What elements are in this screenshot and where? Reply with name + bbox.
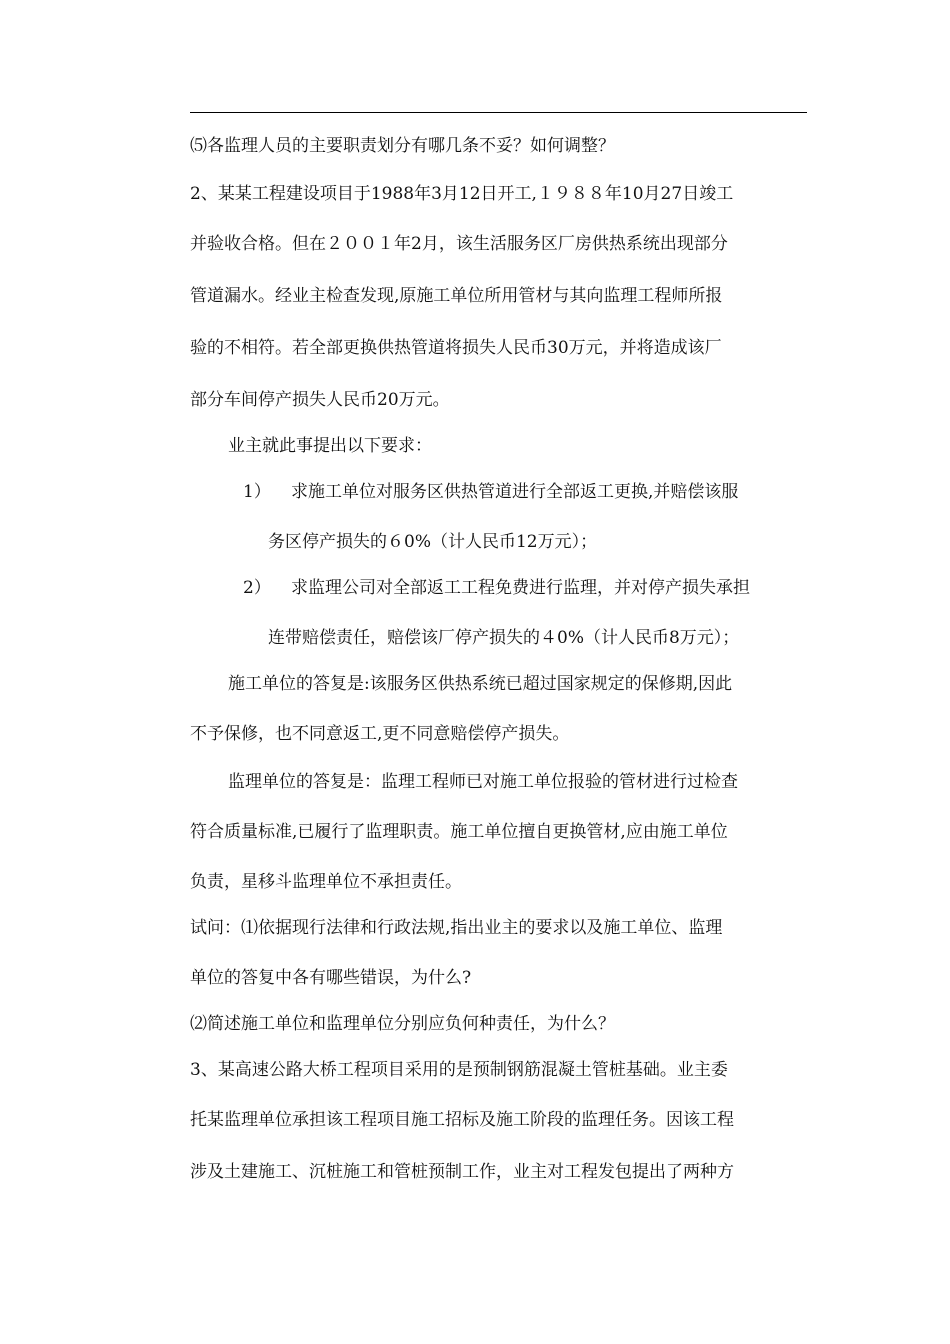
supervisor-reply-line-3: 负责，星移斗监理单位不承担责任。 (190, 872, 462, 892)
demand-2-continued: 连带赔偿责任，赔偿该厂停产损失的４0%（计人民币8万元）； (268, 628, 740, 648)
case-2-line-1: 2、某某工程建设项目于1988年3月12日开工,１９８８年10月27日竣工 (190, 184, 734, 204)
case-2-line-2: 并验收合格。但在２００１年2月，该生活服务区厂房供热系统出现部分 (190, 234, 728, 254)
demand-1-marker: 1） (243, 482, 271, 502)
question-1-line-1: 试问：⑴依据现行法律和行政法规,指出业主的要求以及施工单位、监理 (190, 918, 723, 938)
question-1-line-2: 单位的答复中各有哪些错误，为什么? (190, 968, 472, 988)
contractor-reply-line-1: 施工单位的答复是:该服务区供热系统已超过国家规定的保修期,因此 (228, 674, 733, 694)
demand-2-marker: 2） (243, 578, 271, 598)
demand-1-text: 求施工单位对服务区供热管道进行全部返工更换,并赔偿该服 (291, 482, 739, 502)
demand-2 (243, 577, 750, 599)
owner-demands-intro: 业主就此事提出以下要求： (228, 436, 432, 456)
question-2-text: ⑵简述施工单位和监理单位分别应负何种责任，为什么？ (190, 1014, 615, 1034)
case-3-line-3: 涉及土建施工、沉桩施工和管桩预制工作，业主对工程发包提出了两种方 (190, 1162, 734, 1182)
demand-1 (243, 481, 738, 503)
case-3-line-2: 托某监理单位承担该工程项目施工招标及施工阶段的监理任务。因该工程 (190, 1110, 734, 1130)
question-5-text: ⑸各监理人员的主要职责划分有哪几条不妥？如何调整？ (190, 136, 615, 156)
case-2-line-5: 部分车间停产损失人民币20万元。 (190, 390, 450, 410)
supervisor-reply-line-2: 符合质量标准,已履行了监理职责。施工单位擅自更换管材,应由施工单位 (190, 822, 728, 842)
case-3-line-1: 3、某高速公路大桥工程项目采用的是预制钢筋混凝土管桩基础。业主委 (190, 1060, 728, 1080)
case-2-line-3: 管道漏水。经业主检查发现,原施工单位所用管材与其向监理工程师所报 (190, 286, 723, 306)
header-rule (190, 112, 807, 113)
case-2-line-4: 验的不相符。若全部更换供热管道将损失人民币30万元，并将造成该厂 (190, 338, 722, 358)
contractor-reply-line-2: 不予保修，也不同意返工,更不同意赔偿停产损失。 (190, 724, 570, 744)
supervisor-reply-line-1: 监理单位的答复是：监理工程师已对施工单位报验的管材进行过检查 (228, 772, 738, 792)
demand-2-text: 求监理公司对全部返工工程免费进行监理，并对停产损失承担 (291, 578, 750, 598)
demand-1-continued: 务区停产损失的６0%（计人民币12万元）； (268, 532, 598, 552)
